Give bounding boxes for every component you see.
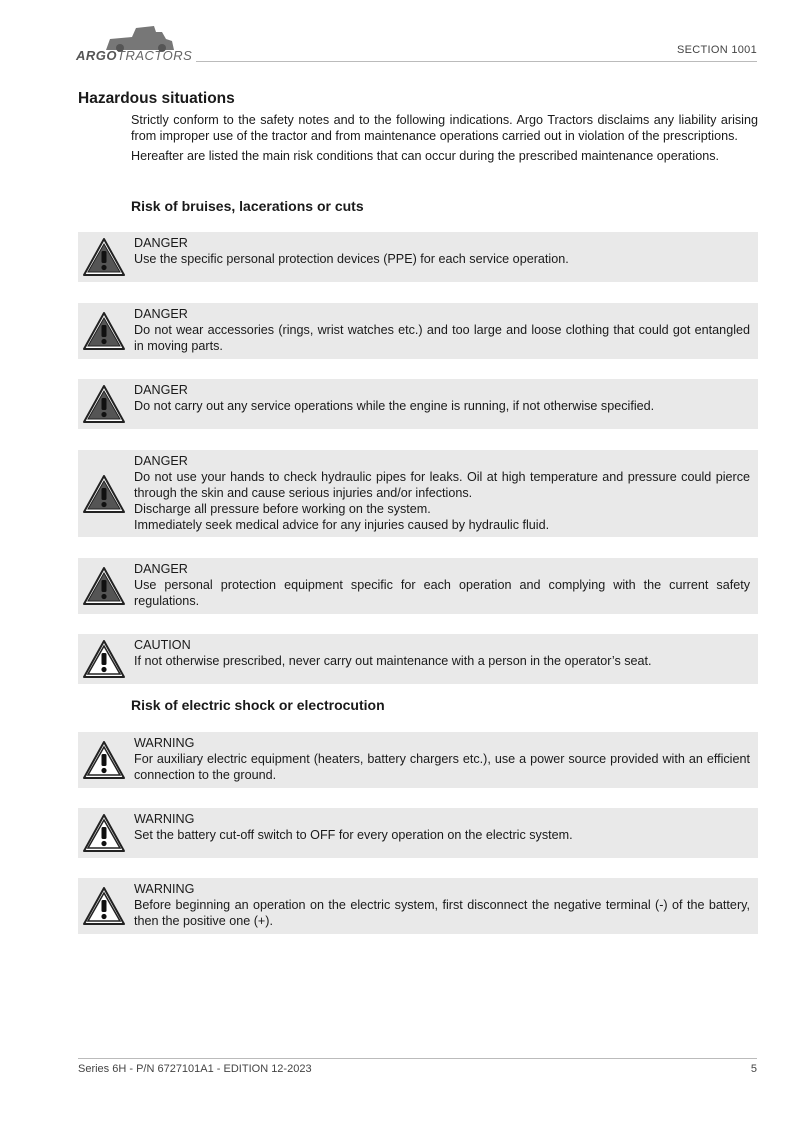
notice-text: Immediately seek medical advice for any injuries caused by hydraulic fluid.: [134, 518, 550, 532]
outline-warning-icon: [82, 639, 126, 679]
safety-notice-caution: [78, 634, 758, 684]
notice-text: Do not carry out any service operations while the engine is running, if not otherwise specified.: [134, 399, 655, 413]
page-number: 5: [750, 1063, 757, 1075]
safety-notice-danger: [78, 379, 758, 429]
argo-tractors-logo: [76, 22, 196, 66]
notice-kind-label: DANGER: [134, 562, 188, 576]
page-header: [0, 0, 794, 70]
intro-paragraph: Hereafter are listed the main risk conditions that can occur during the prescribed maintenance operations.: [131, 149, 720, 163]
filled-warning-icon: [82, 474, 126, 514]
safety-notice-danger: [78, 303, 758, 359]
safety-notice-warning: [78, 808, 758, 858]
safety-notice-danger: [78, 450, 758, 537]
logo-suffix-text: TRACTORS: [117, 48, 193, 63]
notice-text: Use personal protection equipment specific for each operation and complying with the current safety regulations.: [134, 578, 750, 608]
notice-kind-label: DANGER: [134, 236, 188, 250]
notice-text: Do not use your hands to check hydraulic pipes for leaks. Oil at high temperature and pressure could pierce through the skin and cause serious injuries and/or infections.: [134, 470, 750, 500]
notice-kind-label: DANGER: [134, 307, 188, 321]
section-heading-bruises: Risk of bruises, lacerations or cuts: [131, 198, 364, 214]
notice-text: Use the specific personal protection devices (PPE) for each service operation.: [134, 252, 569, 266]
safety-notice-danger: [78, 558, 758, 614]
filled-warning-icon: [82, 566, 126, 606]
notice-text: For auxiliary electric equipment (heaters, battery chargers etc.), use a power source provided with an efficient connection to the ground.: [134, 752, 750, 782]
notice-kind-label: DANGER: [134, 383, 188, 397]
header-divider: [196, 61, 757, 62]
notice-kind-label: WARNING: [134, 812, 195, 826]
page-title: Hazardous situations: [78, 90, 235, 107]
notice-text: Discharge all pressure before working on the system.: [134, 502, 431, 516]
outline-warning-icon: [82, 740, 126, 780]
notice-text: If not otherwise prescribed, never carry out maintenance with a person in the operator’s seat.: [134, 654, 652, 668]
section-label: SECTION 1001: [676, 44, 757, 56]
filled-warning-icon: [82, 237, 126, 277]
notice-text: Do not wear accessories (rings, wrist watches etc.) and too large and loose clothing that could got entangled in moving parts.: [134, 323, 750, 353]
notice-kind-label: WARNING: [134, 736, 195, 750]
notice-text: Set the battery cut-off switch to OFF for every operation on the electric system.: [134, 828, 573, 842]
notice-kind-label: DANGER: [134, 454, 188, 468]
notice-kind-label: WARNING: [134, 882, 195, 896]
intro-text: [131, 112, 758, 168]
logo-brand-text: ARGO: [76, 48, 117, 63]
intro-paragraph: Strictly conform to the safety notes and to the following indications. Argo Tractors disclaims any liability arising from improper use of the tractor and from maintenance operations carried out in violation of the prescriptions.: [131, 113, 758, 143]
outline-warning-icon: [82, 813, 126, 853]
filled-warning-icon: [82, 384, 126, 424]
notice-text: Before beginning an operation on the electric system, first disconnect the negative terminal (-) of the battery, then the positive one (+).: [134, 898, 750, 928]
filled-warning-icon: [82, 311, 126, 351]
footer-edition: Series 6H - P/N 6727101A1 - EDITION 12-2023: [78, 1063, 312, 1075]
notice-kind-label: CAUTION: [134, 638, 191, 652]
safety-notice-warning: [78, 732, 758, 788]
footer-divider: [78, 1058, 757, 1059]
safety-notice-warning: [78, 878, 758, 934]
section-heading-electric: Risk of electric shock or electrocution: [131, 697, 385, 713]
outline-warning-icon: [82, 886, 126, 926]
safety-notice-danger: [78, 232, 758, 282]
